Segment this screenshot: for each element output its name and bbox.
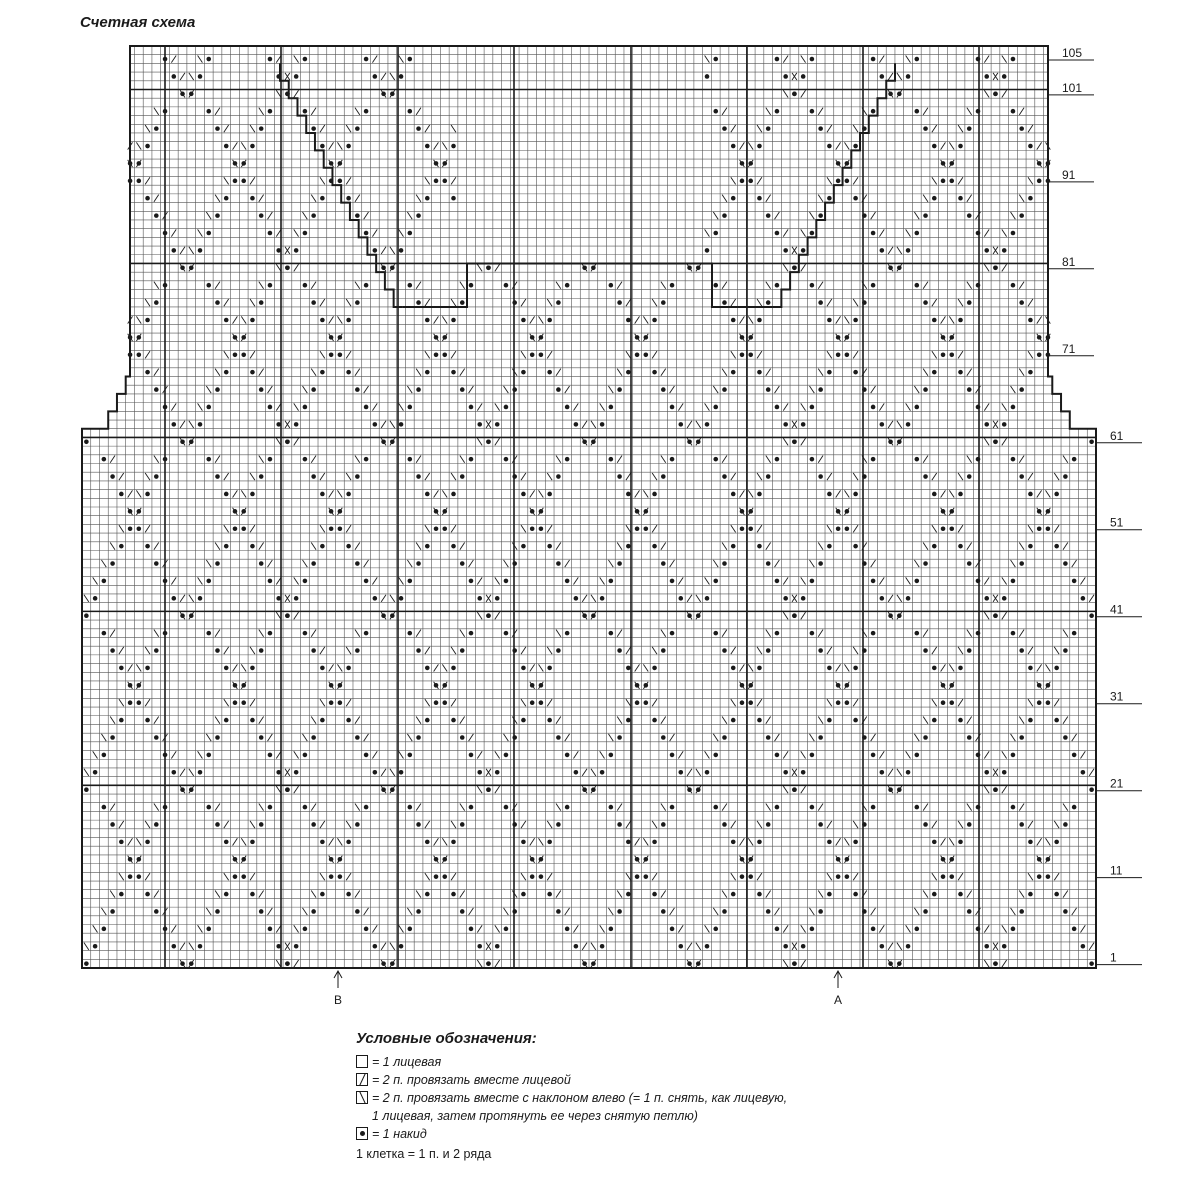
- row-label: 81: [1062, 254, 1076, 269]
- legend-item-k2tog: [356, 1071, 787, 1089]
- legend-text: = 2 п. провязать вместе лицевой: [372, 1073, 571, 1087]
- legend-text: = 2 п. провязать вместе с наклоном влево (= 1 п. снять, как лицевую, 1 лицевая, затем протянуть ее через снятую петлю): [372, 1091, 788, 1123]
- empty-cell-icon: [356, 1055, 368, 1068]
- row-label: 21: [1110, 776, 1124, 791]
- row-label: 101: [1062, 80, 1083, 95]
- chart-title: Счетная схема: [80, 14, 196, 31]
- dot-cell-icon: [356, 1127, 368, 1140]
- grid: [82, 46, 1096, 968]
- row-label: 105: [1062, 46, 1083, 61]
- row-label: 71: [1062, 341, 1076, 356]
- backslash-cell-icon: [356, 1091, 368, 1104]
- legend-item-knit: [356, 1053, 787, 1071]
- legend-text: = 1 лицевая: [372, 1055, 442, 1069]
- marker-label: A: [834, 993, 843, 1007]
- row-label: 41: [1110, 602, 1124, 617]
- row-label: 91: [1062, 167, 1076, 182]
- legend-text: = 1 накид: [372, 1127, 427, 1141]
- legend-scale: 1 клетка = 1 п. и 2 ряда: [356, 1147, 492, 1161]
- legend: [356, 1030, 787, 1163]
- row-label: 31: [1110, 689, 1124, 704]
- row-label: 51: [1110, 515, 1124, 530]
- legend-item-ssk: [356, 1089, 787, 1125]
- slash-cell-icon: [356, 1073, 368, 1086]
- marker-label: B: [334, 993, 343, 1007]
- legend-item-yo: [356, 1125, 787, 1143]
- row-label: 1: [1110, 950, 1117, 965]
- row-label: 11: [1110, 863, 1123, 878]
- legend-title: Условные обозначения:: [356, 1030, 537, 1047]
- row-label: 61: [1110, 428, 1124, 443]
